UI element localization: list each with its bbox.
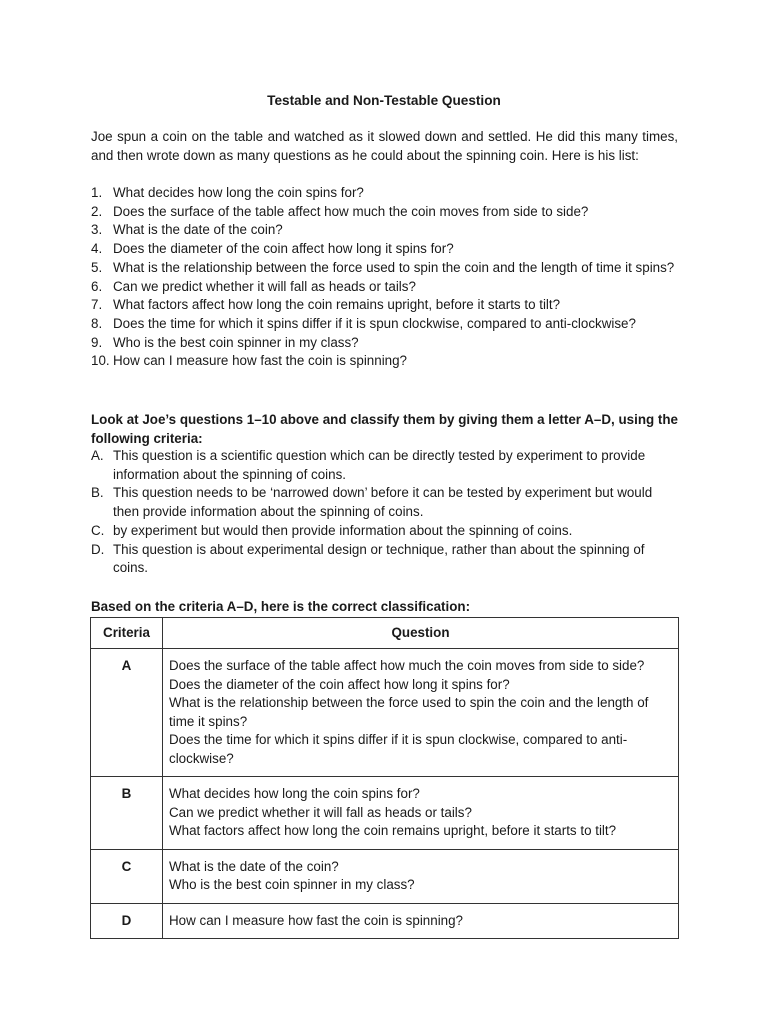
list-number: 10. <box>91 353 110 369</box>
classification-table <box>90 617 679 939</box>
intro-paragraph: Joe spun a coin on the table and watched as it slowed down and settled. He did this many times, and then wrote down as many questions as he could about the spinning coin. Here is his list: <box>91 129 678 163</box>
criteria-text: This question is a scientific question which can be directly tested by experiment to provide information about the spinning of coins. <box>113 448 646 482</box>
list-item <box>91 352 678 371</box>
question-list <box>91 184 678 371</box>
question-cell <box>163 849 679 903</box>
question-text: How can I measure how fast the coin is spinning? <box>113 353 408 369</box>
criteria-letter: D. <box>91 541 105 557</box>
criteria-cell: A <box>91 649 163 777</box>
list-number: 7. <box>91 297 103 313</box>
list-item <box>91 296 678 315</box>
list-item <box>91 221 678 240</box>
question-text: Does the surface of the table affect how much the coin moves from side to side? <box>113 203 589 219</box>
question-cell <box>163 777 679 850</box>
criteria-item <box>91 541 678 578</box>
list-item <box>91 184 678 203</box>
instructions-heading: Look at Joe’s questions 1–10 above and classify them by giving them a letter A–D, using the following criteria: <box>91 412 678 446</box>
cell-question: Who is the best coin spinner in my class? <box>169 877 415 892</box>
cell-question: What is the date of the coin? <box>169 858 339 874</box>
list-number: 6. <box>91 278 103 294</box>
cell-question: Can we predict whether it will fall as heads or tails? <box>169 804 472 820</box>
cell-question: What factors affect how long the coin remains upright, before it starts to tilt? <box>169 823 617 838</box>
list-item <box>91 278 678 297</box>
list-item <box>91 240 678 259</box>
criteria-cell: B <box>91 777 163 850</box>
list-number: 5. <box>91 259 103 275</box>
question-text: What factors affect how long the coin remains upright, before it starts to tilt? <box>113 297 561 313</box>
page-title: Testable and Non-Testable Question <box>267 93 501 108</box>
criteria-item <box>91 522 678 541</box>
criteria-letter: A. <box>91 448 104 463</box>
criteria-text: This question is about experimental design or technique, rather than about the spinning of coins. <box>113 541 645 576</box>
table-row <box>91 777 679 850</box>
criteria-cell: C <box>91 849 163 903</box>
cell-question: What is the relationship between the force used to spin the coin and the length of time it spins? <box>169 695 649 729</box>
question-text: Does the time for which it spins differ if it is spun clockwise, compared to anti-clockwise? <box>113 315 636 331</box>
list-number: 9. <box>91 334 103 350</box>
question-text: What is the relationship between the force used to spin the coin and the length of time it spins? <box>113 259 675 275</box>
list-number: 8. <box>91 315 103 331</box>
question-column-header: Question <box>163 618 679 649</box>
list-item <box>91 203 678 222</box>
cell-question: How can I measure how fast the coin is spinning? <box>169 912 464 928</box>
cell-question: Does the time for which it spins differ if it is spun clockwise, compared to anti-clockwise? <box>169 732 628 766</box>
table-header-row <box>91 618 679 649</box>
criteria-letter: B. <box>91 485 104 501</box>
table-row <box>91 903 679 939</box>
classification-heading: Based on the criteria A–D, here is the correct classification: <box>91 599 471 614</box>
list-number: 2. <box>91 203 103 219</box>
criteria-letter: C. <box>91 522 105 538</box>
question-text: Does the diameter of the coin affect how long it spins for? <box>113 241 454 257</box>
list-number: 3. <box>91 222 103 238</box>
list-item <box>91 334 678 353</box>
cell-question: Does the surface of the table affect how much the coin moves from side to side? <box>169 658 645 673</box>
list-item <box>91 315 678 334</box>
question-text: What is the date of the coin? <box>113 222 283 238</box>
criteria-item <box>91 447 678 484</box>
list-number: 1. <box>91 185 103 200</box>
criteria-text: This question needs to be ‘narrowed down’ before it can be tested by experiment but would then provide information about the spinning of coins. <box>113 485 653 520</box>
table-row <box>91 649 679 777</box>
question-text: What decides how long the coin spins for? <box>113 185 364 200</box>
table-row <box>91 849 679 903</box>
list-number: 4. <box>91 241 103 257</box>
criteria-column-header: Criteria <box>91 618 163 649</box>
criteria-item <box>91 484 678 521</box>
question-text: Who is the best coin spinner in my class? <box>113 334 359 350</box>
question-cell <box>163 649 679 777</box>
cell-question: Does the diameter of the coin affect how long it spins for? <box>169 676 510 692</box>
list-item <box>91 259 678 278</box>
criteria-text: by experiment but would then provide information about the spinning of coins. <box>113 522 573 538</box>
cell-question: What decides how long the coin spins for? <box>169 786 420 801</box>
question-text: Can we predict whether it will fall as heads or tails? <box>113 278 416 294</box>
question-cell <box>163 903 679 939</box>
criteria-list <box>91 447 678 578</box>
criteria-cell: D <box>91 903 163 939</box>
